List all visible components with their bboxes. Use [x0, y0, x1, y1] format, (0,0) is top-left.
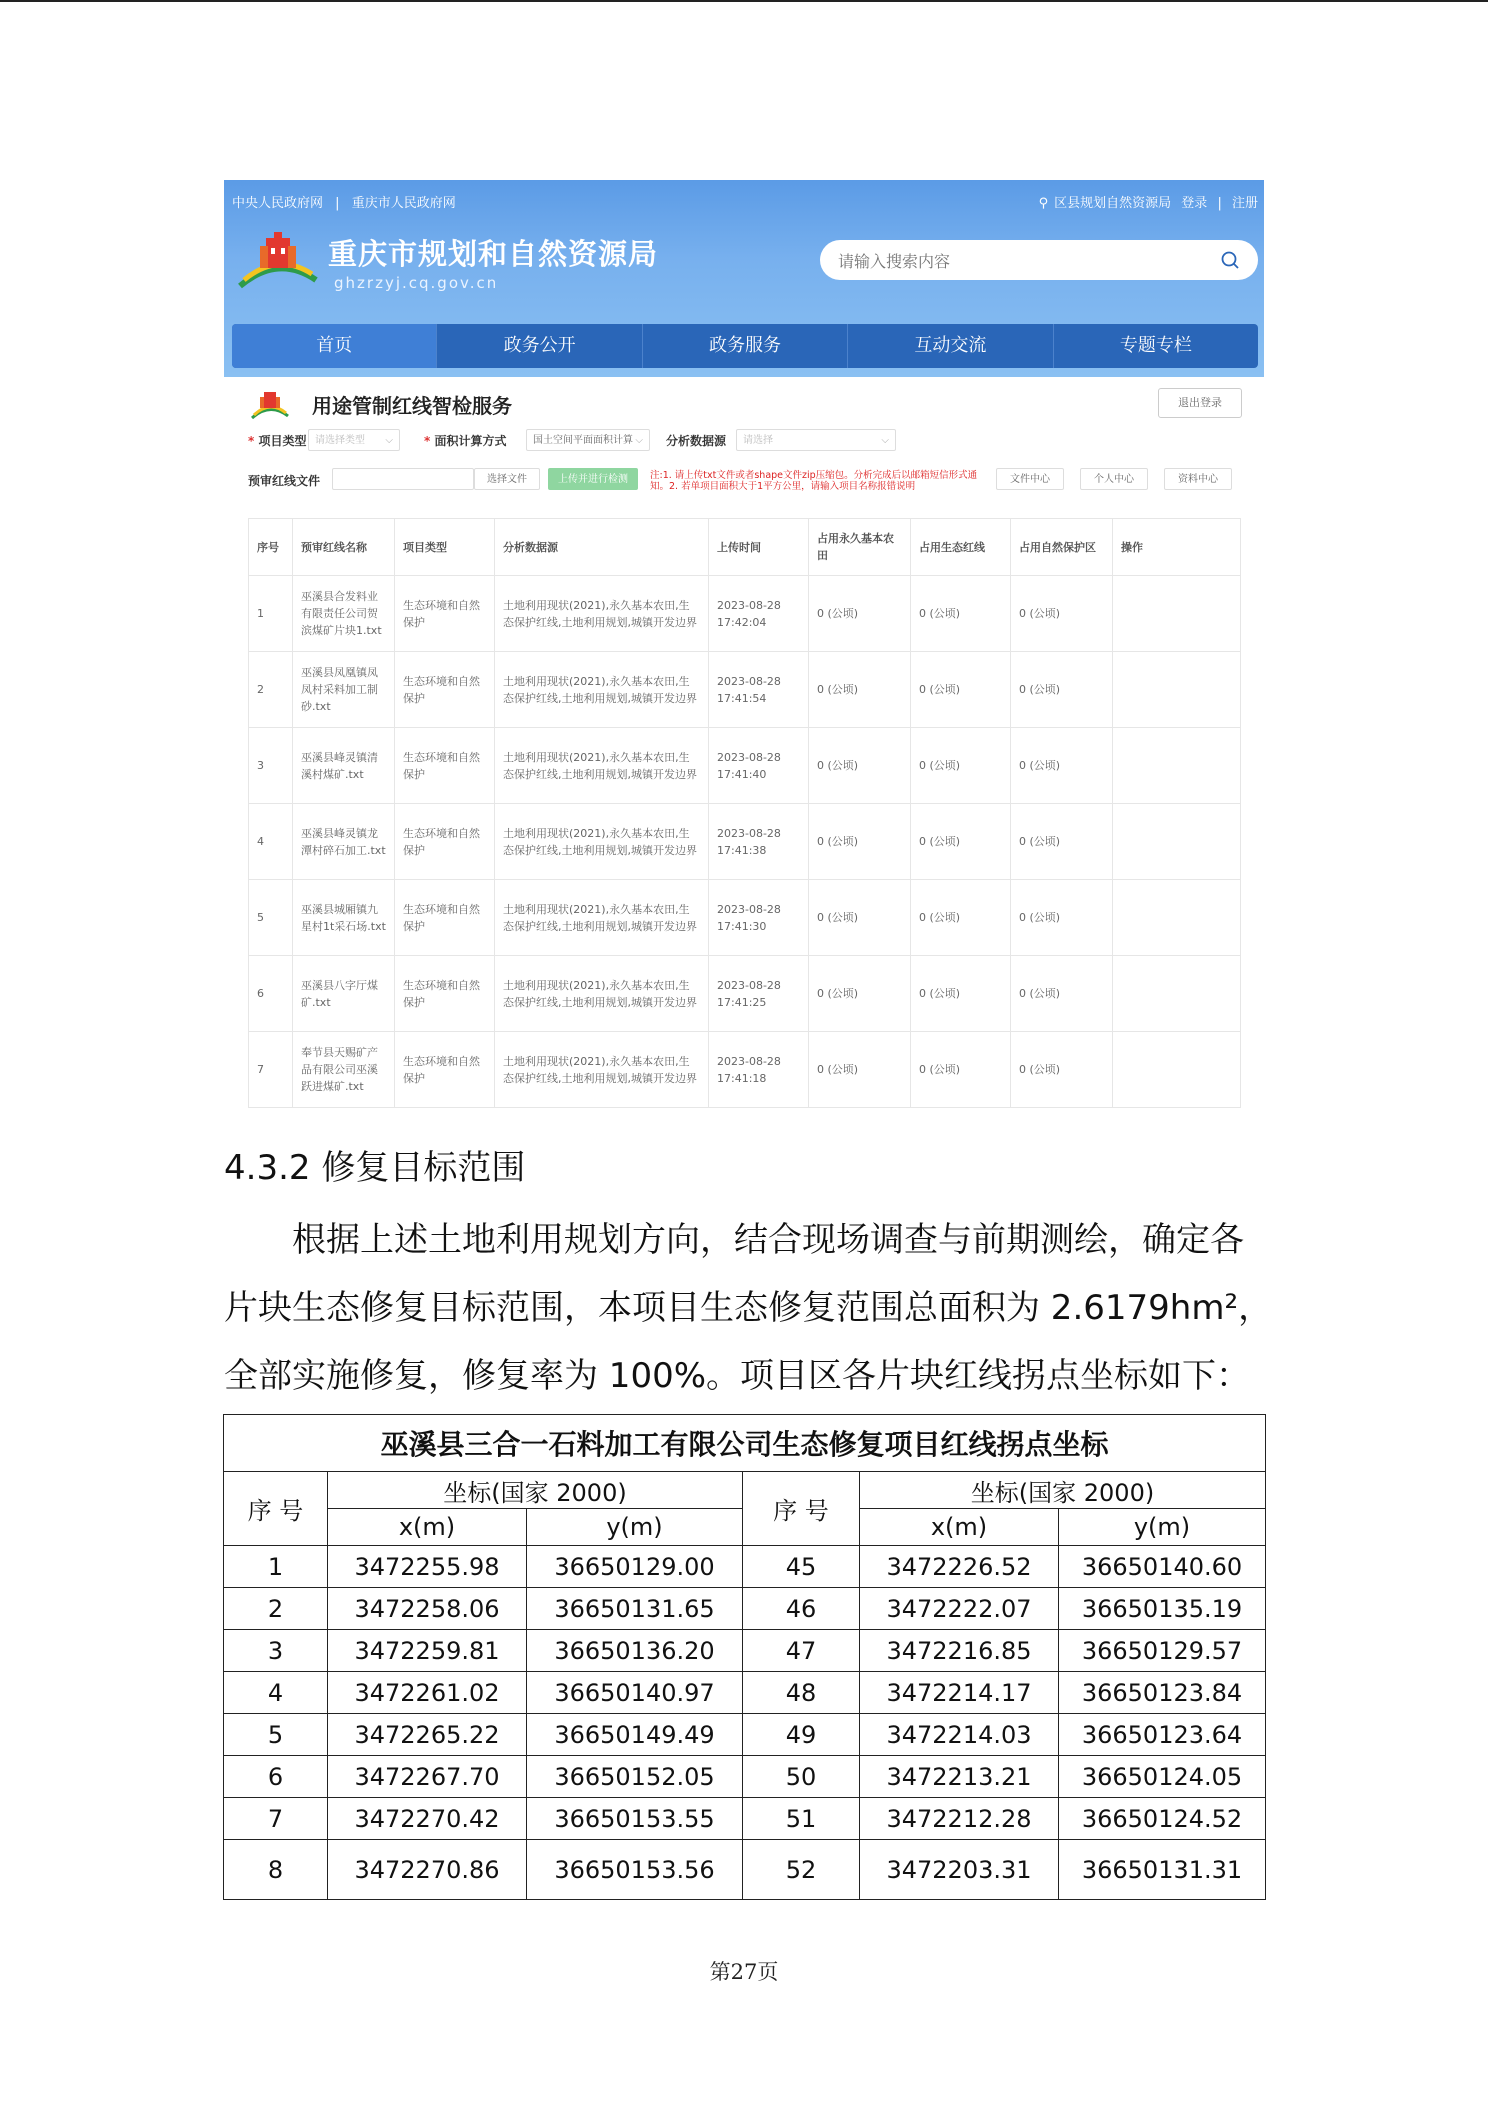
cell-no: 6 [249, 956, 293, 1032]
cell-type: 生态环境和自然保护 [395, 804, 495, 880]
cell-eco: 0 (公顷) [911, 576, 1011, 652]
cell-no: 2 [224, 1588, 328, 1630]
link-district-bureau[interactable]: 区县规划自然资源局 [1054, 196, 1172, 211]
cell-no: 48 [743, 1672, 860, 1714]
link-cq-gov[interactable]: 重庆市人民政府网 [351, 196, 456, 211]
cell-reserve: 0 (公顷) [1011, 804, 1113, 880]
table-row [224, 1756, 1266, 1798]
file-path-field[interactable] [332, 468, 474, 490]
cell-source: 土地利用现状(2021),永久基本农田,生态保护红线,土地利用规划,城镇开发边界 [495, 956, 709, 1032]
main-nav [232, 324, 1258, 368]
header-action: 操作 [1113, 519, 1241, 576]
bureau-logo-icon [236, 224, 320, 294]
cell-time: 2023-08-28 17:41:38 [709, 804, 809, 880]
area-method-label: * 面积计算方式 [424, 434, 507, 448]
cell-farmland: 0 (公顷) [809, 804, 911, 880]
cell-no: 47 [743, 1630, 860, 1672]
header-source: 分析数据源 [495, 519, 709, 576]
cell-farmland: 0 (公顷) [809, 652, 911, 728]
cell-no: 7 [224, 1798, 328, 1840]
search-input[interactable] [836, 248, 1200, 274]
cell-source: 土地利用现状(2021),永久基本农田,生态保护红线,土地利用规划,城镇开发边界 [495, 1032, 709, 1108]
cell-reserve: 0 (公顷) [1011, 728, 1113, 804]
link-separator: | [335, 196, 340, 211]
cell-no: 45 [743, 1546, 860, 1588]
cell-x: 3472265.22 [328, 1714, 527, 1756]
cell-x: 3472214.03 [860, 1714, 1059, 1756]
cell-name: 巫溪县凤凰镇凤凤村采料加工制砂.txt [293, 652, 395, 728]
cell-no: 3 [224, 1630, 328, 1672]
data-source-select[interactable]: 请选择 ⌵ [736, 429, 896, 451]
cell-y: 36650152.05 [527, 1756, 743, 1798]
cell-no: 4 [249, 804, 293, 880]
table-row [224, 1546, 1266, 1588]
cell-name: 巫溪县八字厅煤矿.txt [293, 956, 395, 1032]
cell-eco: 0 (公顷) [911, 652, 1011, 728]
cell-x: 3472212.28 [860, 1798, 1059, 1840]
table-row[interactable] [249, 804, 1241, 880]
cell-y: 36650131.31 [1059, 1840, 1266, 1900]
cell-no: 7 [249, 1032, 293, 1108]
table-title-row [224, 1415, 1266, 1472]
cell-reserve: 0 (公顷) [1011, 956, 1113, 1032]
table-row[interactable] [249, 880, 1241, 956]
top-border [0, 0, 1488, 2]
logout-button[interactable]: 退出登录 [1158, 388, 1242, 418]
cell-time: 2023-08-28 17:41:18 [709, 1032, 809, 1108]
cell-no: 6 [224, 1756, 328, 1798]
table-row [224, 1672, 1266, 1714]
nav-interaction[interactable]: 互动交流 [848, 324, 1053, 368]
cell-farmland: 0 (公顷) [809, 1032, 911, 1108]
section-heading: 4.3.2 修复目标范围 [224, 1148, 526, 1188]
table-row [224, 1588, 1266, 1630]
cell-name: 巫溪县合发料业有限责任公司贺滨煤矿片块1.txt [293, 576, 395, 652]
link-central-gov[interactable]: 中央人民政府网 [232, 196, 324, 211]
nav-gov-affairs[interactable]: 政务公开 [437, 324, 642, 368]
nav-home[interactable]: 首页 [232, 324, 437, 368]
project-type-select[interactable]: 请选择类型 ⌵ [308, 429, 400, 451]
cell-type: 生态环境和自然保护 [395, 1032, 495, 1108]
cell-name: 巫溪县城厢镇九星村1t采石场.txt [293, 880, 395, 956]
link-separator: | [1217, 196, 1222, 211]
cell-action[interactable] [1113, 576, 1241, 652]
cell-action[interactable] [1113, 652, 1241, 728]
account-links [1033, 192, 1258, 211]
header-eco: 占用生态红线 [911, 519, 1011, 576]
cell-eco: 0 (公顷) [911, 728, 1011, 804]
cell-y: 36650136.20 [527, 1630, 743, 1672]
cell-action[interactable] [1113, 1032, 1241, 1108]
cell-farmland: 0 (公顷) [809, 956, 911, 1032]
search-box [820, 240, 1258, 280]
cell-no: 4 [224, 1672, 328, 1714]
cell-name: 巫溪县峰灵镇清溪村煤矿.txt [293, 728, 395, 804]
cell-time: 2023-08-28 17:42:04 [709, 576, 809, 652]
table-row[interactable] [249, 728, 1241, 804]
cell-x: 3472214.17 [860, 1672, 1059, 1714]
cell-y: 36650124.05 [1059, 1756, 1266, 1798]
service-title: 用途管制红线智检服务 [312, 394, 512, 418]
cell-eco: 0 (公顷) [911, 1032, 1011, 1108]
cell-eco: 0 (公顷) [911, 804, 1011, 880]
header-no-left: 序 号 [224, 1472, 328, 1546]
cell-reserve: 0 (公顷) [1011, 880, 1113, 956]
select-file-button[interactable]: 选择文件 [474, 468, 540, 490]
cell-type: 生态环境和自然保护 [395, 880, 495, 956]
cell-farmland: 0 (公顷) [809, 576, 911, 652]
cell-y: 36650123.64 [1059, 1714, 1266, 1756]
cell-type: 生态环境和自然保护 [395, 956, 495, 1032]
cell-x: 3472226.52 [860, 1546, 1059, 1588]
cell-type: 生态环境和自然保护 [395, 728, 495, 804]
cell-no: 5 [249, 880, 293, 956]
paragraph-line: 根据上述土地利用规划方向，结合现场调查与前期测绘，确定各 [224, 1220, 1244, 1260]
chevron-down-icon: ⌵ [385, 435, 393, 446]
cell-time: 2023-08-28 17:41:54 [709, 652, 809, 728]
cell-no: 2 [249, 652, 293, 728]
cell-source: 土地利用现状(2021),永久基本农田,生态保护红线,土地利用规划,城镇开发边界 [495, 652, 709, 728]
cell-source: 土地利用现状(2021),永久基本农田,生态保护红线,土地利用规划,城镇开发边界 [495, 880, 709, 956]
cell-x: 3472213.21 [860, 1756, 1059, 1798]
nav-gov-services[interactable]: 政务服务 [643, 324, 848, 368]
cell-no: 49 [743, 1714, 860, 1756]
paragraph-line: 片块生态修复目标范围，本项目生态修复范围总面积为 2.6179hm²， [224, 1288, 1273, 1328]
cell-eco: 0 (公顷) [911, 956, 1011, 1032]
cell-action[interactable] [1113, 728, 1241, 804]
cell-x: 3472267.70 [328, 1756, 527, 1798]
top-links [232, 192, 464, 211]
cell-y: 36650149.49 [527, 1714, 743, 1756]
cell-time: 2023-08-28 17:41:30 [709, 880, 809, 956]
cell-y: 36650131.65 [527, 1588, 743, 1630]
cell-x: 3472203.31 [860, 1840, 1059, 1900]
cell-y: 36650124.52 [1059, 1798, 1266, 1840]
cell-name: 奉节县天赐矿产品有限公司巫溪跃进煤矿.txt [293, 1032, 395, 1108]
cell-x: 3472255.98 [328, 1546, 527, 1588]
paragraph-line: 全部实施修复，修复率为 100%。项目区各片块红线拐点坐标如下： [224, 1356, 1251, 1396]
cell-source: 土地利用现状(2021),永久基本农田,生态保护红线,土地利用规划,城镇开发边界 [495, 804, 709, 880]
cell-time: 2023-08-28 17:41:25 [709, 956, 809, 1032]
cell-farmland: 0 (公顷) [809, 728, 911, 804]
cell-reserve: 0 (公顷) [1011, 576, 1113, 652]
header-time: 上传时间 [709, 519, 809, 576]
cell-x: 3472222.07 [860, 1588, 1059, 1630]
header-coord-left: 坐标(国家 2000) [328, 1472, 743, 1509]
chevron-down-icon: ⌵ [635, 435, 643, 446]
personal-center-button[interactable]: 个人中心 [1080, 468, 1148, 490]
header-y-right: y(m) [1059, 1509, 1266, 1546]
page-number: 第27页 [709, 1960, 779, 1984]
cell-x: 3472258.06 [328, 1588, 527, 1630]
table-row [224, 1714, 1266, 1756]
header-x-right: x(m) [860, 1509, 1059, 1546]
area-method-select[interactable]: 国土空间平面面积计算 ⌵ [526, 429, 650, 451]
upload-button[interactable]: 上传并进行检测 [548, 468, 638, 490]
cell-no: 46 [743, 1588, 860, 1630]
cell-no: 50 [743, 1756, 860, 1798]
data-center-button[interactable]: 资料中心 [1164, 468, 1232, 490]
table-title: 巫溪县三合一石料加工有限公司生态修复项目红线拐点坐标 [224, 1415, 1266, 1472]
header-type: 项目类型 [395, 519, 495, 576]
header-coord-right: 坐标(国家 2000) [860, 1472, 1266, 1509]
cell-action[interactable] [1113, 880, 1241, 956]
site-title: 重庆市规划和自然资源局 [328, 237, 659, 271]
cell-no: 3 [249, 728, 293, 804]
register-link[interactable]: 注册 [1231, 196, 1258, 211]
chevron-down-icon: ⌵ [881, 435, 889, 446]
header-farmland: 占用永久基本农田 [809, 519, 911, 576]
cell-y: 36650123.84 [1059, 1672, 1266, 1714]
cell-reserve: 0 (公顷) [1011, 652, 1113, 728]
cell-no: 1 [249, 576, 293, 652]
cell-x: 3472270.86 [328, 1840, 527, 1900]
cell-y: 36650129.57 [1059, 1630, 1266, 1672]
cell-type: 生态环境和自然保护 [395, 576, 495, 652]
cell-no: 1 [224, 1546, 328, 1588]
cell-reserve: 0 (公顷) [1011, 1032, 1113, 1108]
location-pin-icon: ⚲ [1038, 196, 1049, 211]
upload-warning: 注:1. 请上传txt文件或者shape文件zip压缩包。分析完成后以邮箱短信形式通知。2. 若单项目面积大于1平方公里，请输入项目名称报错说明 [650, 470, 978, 492]
table-row[interactable] [249, 1032, 1241, 1108]
table-header-row [249, 519, 1241, 576]
site-banner [224, 180, 1264, 377]
embedded-screenshot [224, 180, 1264, 1124]
header-name: 预审红线名称 [293, 519, 395, 576]
table-row[interactable] [249, 652, 1241, 728]
login-link[interactable]: 登录 [1181, 196, 1208, 211]
header-y-left: y(m) [527, 1509, 743, 1546]
cell-no: 52 [743, 1840, 860, 1900]
cell-x: 3472261.02 [328, 1672, 527, 1714]
table-row [224, 1840, 1266, 1900]
cell-name: 巫溪县峰灵镇龙潭村碎石加工.txt [293, 804, 395, 880]
redline-file-label: 预审红线文件 [248, 474, 321, 488]
site-url: ghzrzyj.cq.gov.cn [334, 274, 499, 292]
cell-y: 36650140.60 [1059, 1546, 1266, 1588]
cell-x: 3472270.42 [328, 1798, 527, 1840]
cell-farmland: 0 (公顷) [809, 880, 911, 956]
search-icon[interactable] [1220, 250, 1240, 270]
table-row [224, 1798, 1266, 1840]
table-row[interactable] [249, 956, 1241, 1032]
header-no: 序号 [249, 519, 293, 576]
cell-no: 5 [224, 1714, 328, 1756]
coordinate-table [223, 1414, 1266, 1900]
table-header-row [224, 1472, 1266, 1509]
cell-no: 51 [743, 1798, 860, 1840]
cell-action[interactable] [1113, 956, 1241, 1032]
header-reserve: 占用自然保护区 [1011, 519, 1113, 576]
results-table [248, 518, 1241, 1108]
cell-time: 2023-08-28 17:41:40 [709, 728, 809, 804]
cell-x: 3472259.81 [328, 1630, 527, 1672]
service-logo-icon [250, 388, 290, 422]
cell-type: 生态环境和自然保护 [395, 652, 495, 728]
cell-y: 36650153.55 [527, 1798, 743, 1840]
table-row[interactable] [249, 576, 1241, 652]
cell-x: 3472216.85 [860, 1630, 1059, 1672]
table-row [224, 1630, 1266, 1672]
cell-y: 36650153.56 [527, 1840, 743, 1900]
file-center-button[interactable]: 文件中心 [996, 468, 1064, 490]
cell-y: 36650129.00 [527, 1546, 743, 1588]
data-source-label: 分析数据源 [666, 434, 727, 448]
cell-no: 8 [224, 1840, 328, 1900]
nav-special-topics[interactable]: 专题专栏 [1119, 335, 1192, 356]
cell-eco: 0 (公顷) [911, 880, 1011, 956]
cell-y: 36650135.19 [1059, 1588, 1266, 1630]
header-x-left: x(m) [328, 1509, 527, 1546]
cell-source: 土地利用现状(2021),永久基本农田,生态保护红线,土地利用规划,城镇开发边界 [495, 728, 709, 804]
project-type-label: * 项目类型 [248, 434, 307, 448]
cell-y: 36650140.97 [527, 1672, 743, 1714]
cell-action[interactable] [1113, 804, 1241, 880]
header-no-right: 序 号 [743, 1472, 860, 1546]
cell-source: 土地利用现状(2021),永久基本农田,生态保护红线,土地利用规划,城镇开发边界 [495, 576, 709, 652]
